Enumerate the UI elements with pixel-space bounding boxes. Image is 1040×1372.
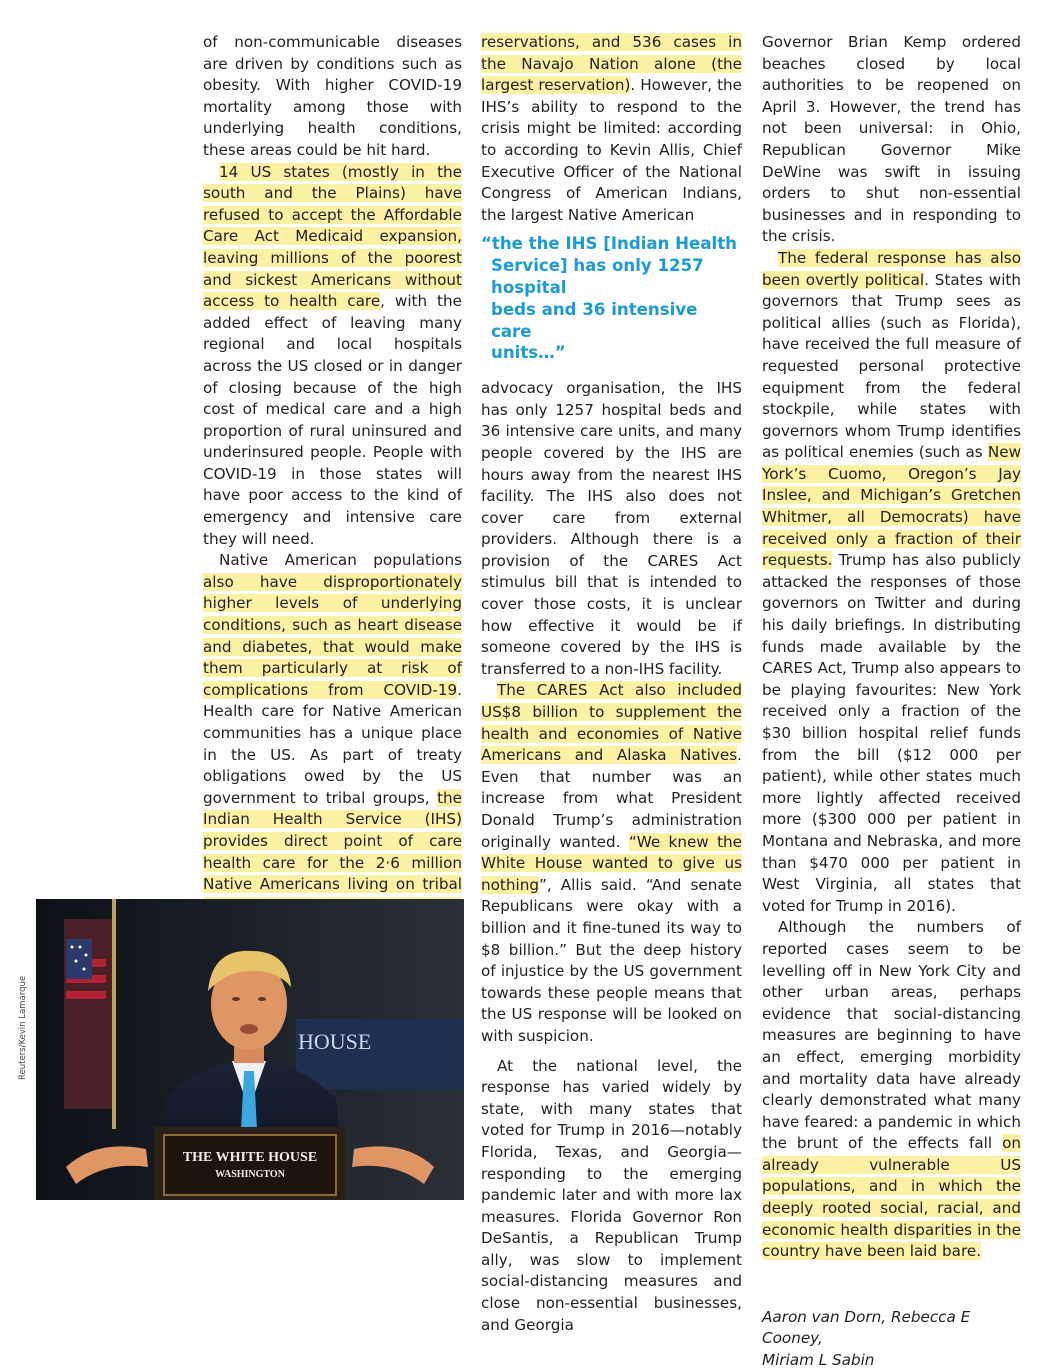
- highlighted-text: reservations, and 536 cases in the Navajo Nation alone (the largest reservation): [481, 33, 742, 95]
- highlighted-text: New York’s Cuomo, Oregon’s Jay Inslee, and Michigan’s Gretchen Whitmer, all Democrats) have received only a fraction of their requests.: [762, 443, 1021, 570]
- paragraph: of non-communicable diseases are driven by conditions such as obesity. With higher COVID-19 mortality among those with underlying health conditions, these areas could be hit hard.: [203, 33, 462, 159]
- podium-title: THE WHITE HOUSE: [182, 1150, 318, 1165]
- flag: [64, 899, 116, 1129]
- highlighted-text: also have disproportionately higher levels of underlying conditions, such as heart disease and diabetes, that would make them particularly at risk of complications from COVID-19: [203, 572, 462, 699]
- body-text: Although the numbers of reported cases seem to be levelling off in New York City and other urban areas, perhaps evidence that social-distancing measures are beginning to have an effect, emerging morbidity and mortality data have already clearly demonstrated what many have feared: a pandemic in which the brunt of the effects fall: [762, 918, 1021, 1153]
- column-1: [203, 32, 462, 982]
- highlighted-text: The CARES Act also included US$8 billion to supplement the health and economies of Native Americans and Alaska Natives: [481, 681, 742, 765]
- body-text: , with the added effect of leaving many regional and local hospitals across the US closed or in danger of closing because of the high cost of medical care and a high proportion of rural uninsured and underinsured people. People with COVID-19 in those states will have poor access to the kind of emergency and intensive care they will need.: [203, 292, 462, 548]
- highlighted-text: The federal response has also been overtly political: [762, 248, 1021, 289]
- pull-quote-line: units…”: [491, 343, 566, 363]
- paragraph: [481, 680, 742, 1047]
- paragraph: [762, 917, 1021, 1263]
- backdrop-text: HOUSE: [298, 1029, 372, 1054]
- authors-line: Aaron van Dorn, Rebecca E Cooney,: [762, 1307, 971, 1348]
- highlighted-text: the Indian Health Service (IHS) provides direct point of care health care for the 2·6 million Native Americans living on tribal: [203, 789, 462, 980]
- body-text: Native American populations: [219, 551, 462, 570]
- column-3: [762, 32, 1021, 1372]
- press-briefing-photo: [36, 899, 464, 1200]
- photo-credit: Reuters/Kevin Lamarque: [18, 975, 28, 1080]
- pull-quote-line: beds and 36 intensive care: [491, 299, 698, 341]
- highlighted-text: 14 US states (mostly in the south and the Plains) have refused to accept the Affordable Care Act Medicaid expansion, leaving millions of the poorest and sickest Americans without access to health care: [203, 162, 462, 311]
- photo-illustration: [36, 899, 464, 1200]
- paragraph: At the national level, the response has varied widely by state, with many states that voted for Trump in 2016—notably Florida, Texas, and Georgia—responding to the emerging pandemic later and with more lax measures. Florida Governor Ron DeSantis, a Republican Trump ally, was slow to implement social-distancing measures and close non-essential businesses, and Georgia: [481, 1056, 742, 1334]
- paragraph: advocacy organisation, the IHS has only 1257 hospital beds and 36 intensive care units, and many people covered by the IHS are hours away from the nearest IHS facility. The IHS also does not cover care from external providers. Although there is a provision of the CARES Act stimulus bill that is intended to cover those costs, it is unclear how effective it would be if someone covered by the IHS is transferred to a non-IHS facility.: [481, 379, 742, 678]
- column-2: [481, 32, 742, 1336]
- podium-subtitle: WASHINGTON: [215, 1169, 285, 1180]
- paragraph: [762, 248, 1021, 917]
- body-text: . Health care for Native American communities has a unique place in the US. As part of treaty obligations owed by the US government to tribal groups,: [203, 680, 462, 807]
- body-text: . However, the IHS’s ability to respond to the crisis might be limited: according to according to Kevin Allis, Chief Executive Officer of the National Congress of American Indians, the largest Native American: [481, 76, 742, 224]
- body-text: . Even that number was an increase from what President Donald Trump’s administration originally wanted.: [481, 746, 742, 851]
- paragraph: [481, 32, 742, 226]
- pull-quote: [481, 233, 742, 364]
- paragraph: [203, 162, 462, 551]
- body-text: ”, Allis said. “And senate Republicans were okay with a billion and it fine-tuned its way to $8 billion.” But the deep history of injustice by the US government towards these people means that the US response will be looked on with suspicion.: [481, 875, 742, 1045]
- body-text: . States with governors that Trump sees as political allies (such as Florida), have received the full measure of requested personal protective equipment from the federal stockpile, while states with governors whom Trump identifies as political enemies (such as: [762, 270, 1021, 462]
- paragraph: Governor Brian Kemp ordered beaches closed by local authorities to be reopened on April 3. However, the trend has not been universal: in Ohio, Republican Governor Mike DeWine was swift in issuing orders to shut non-essential businesses and in responding to the crisis.: [762, 33, 1021, 246]
- pull-quote-line: “the the IHS [Indian Health: [481, 234, 737, 254]
- highlighted-text: on already vulnerable US populations, and in which the deeply rooted social, racial, and economic health disparities in the country have been laid bare.: [762, 1134, 1021, 1261]
- author-byline: [762, 1307, 1021, 1372]
- highlighted-text: “We knew the White House wanted to give us nothing: [481, 832, 742, 894]
- pull-quote-line: Service] has only 1257 hospital: [491, 256, 704, 297]
- body-text: Trump has also publicly attacked the responses of those governors on Twitter and during his daily briefings. In distributing funds made available by the CARES Act, Trump also appears to be playing favourites: New York received only a fraction of the $30 billion hospital relief funds from the bill ($12 000 per patient), while other states much more lightly affected received more ($300 000 per patient in Montana and Nebraska, and more than $470 000 per patient in West Virginia, all states that voted for Trump in 2016).: [762, 551, 1021, 915]
- authors-line: Miriam L Sabin: [762, 1351, 875, 1370]
